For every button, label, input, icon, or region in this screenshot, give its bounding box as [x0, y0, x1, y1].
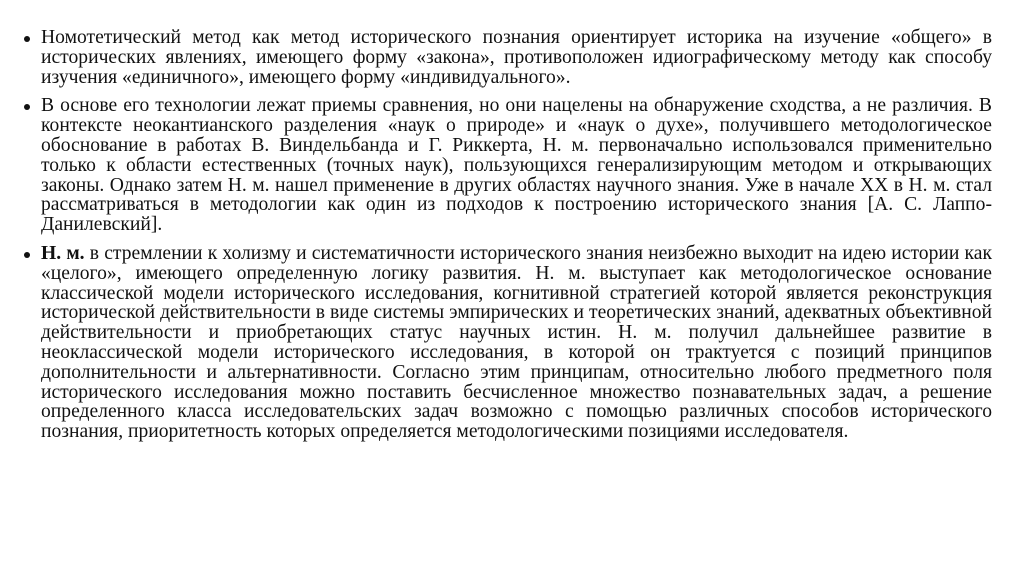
- bullet-list: [20, 28, 992, 442]
- bullet-lead: Н. м.: [41, 242, 85, 264]
- bullet-text: В основе его технологии лежат приемы сравнения, но они нацелены на обнаружение сходства, а не различия. В контексте неокантианского разделения «наук о природе» и «наук о духе», получившего методологическое обоснование в работах В. Виндельбанда и Г. Риккерта, Н. м. первоначально использовался применительно только к области естественных (точных наук), пользующихся генерализирующим методом и открывающих законы. Однако затем Н. м. нашел применение в других областях научного знания. Уже в начале XX в Н. м. стал рассматриваться в методологии как один из подходов к построению исторического знания [А. С. Лаппо-Данилевский].: [41, 95, 992, 236]
- bullet-item-2: [20, 96, 992, 235]
- bullet-text: Номотетический метод как метод исторического познания ориентирует историка на изучение «общего» в исторических явлениях, имеющего форму «закона», противоположен идиографическому методу как способу изучения «единичного», имеющего форму «индивидуального».: [41, 27, 992, 88]
- bullet-item-3: [20, 244, 992, 442]
- bullet-text: в стремлении к холизму и систематичности исторического знания неизбежно выходит на идею истории как «целого», имеющего определенную логику развития. Н. м. выступает как методологическое основание классической модели исторического исследования, когнитивной стратегией которой является реконструкция исторической действительности в виде системы эмпирических и теоретических знаний, адекватных объективной действительности и приобретающих статус научных истин. Н. м. получил дальнейшее развитие в неоклассической модели исторического исследования, в которой он трактуется с позиций принципов дополнительности и альтернативности. Согласно этим принципам, относительно любого предметного поля исторического исследования можно поставить бесчисленное множество познавательных задач, а решение определенного класса исследовательских задач возможно с помощью различных способов исторического познания, приоритетность которых определяется методологическими позициями исследователя.: [41, 242, 992, 443]
- bullet-item-1: [20, 28, 992, 87]
